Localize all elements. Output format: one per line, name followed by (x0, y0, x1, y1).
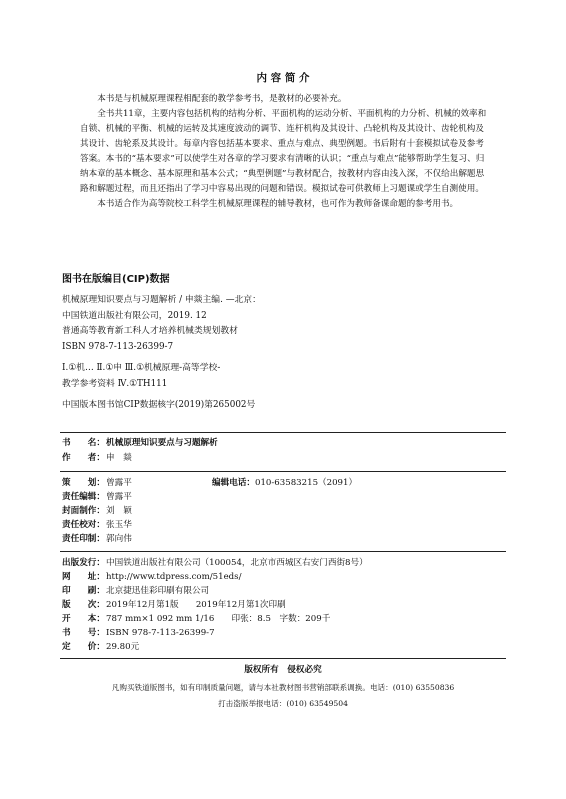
phone-value: 010-63583215（2091） (254, 478, 358, 488)
isbn-row (62, 627, 215, 639)
isbn-label: 书 号： (62, 628, 105, 638)
cover-value: 刘 颖 (106, 506, 132, 516)
phone-row (212, 477, 357, 489)
editor-label: 责任编辑： (62, 492, 105, 502)
proof-row (62, 519, 132, 531)
book-author-label: 作 者： (62, 453, 105, 463)
divider-top (60, 432, 506, 433)
editor-row (62, 491, 132, 503)
piracy-hotline: 打击盗版举报电话：(010) 63549504 (218, 699, 348, 708)
editor-value: 曾露平 (106, 492, 132, 502)
book-title-label: 书 名： (62, 438, 105, 448)
format-label: 开 本： (62, 614, 105, 624)
edition-value: 2019年12月第1版 2019年12月第1次印刷 (106, 600, 286, 610)
cip-line-5: Ⅰ.①机… Ⅱ.①申 Ⅲ.①机械原理-高等学校- (62, 363, 221, 373)
book-title-value: 机械原理知识要点与习题解析 (106, 438, 218, 448)
planner-label: 策 划： (62, 478, 105, 488)
price-label: 定 价： (62, 642, 105, 652)
divider-publish (60, 551, 506, 552)
cip-line-6: 教学参考资料 Ⅳ.①TH111 (62, 378, 168, 389)
intro-paragraph-1: 本书是与机械原理课程相配套的教学参考书，是教材的必要补充。 (97, 94, 347, 104)
cip-line-2: 中国铁道出版社有限公司，2019. 12 (62, 310, 207, 321)
printer-label: 印 刷： (62, 586, 105, 596)
cip-line-1: 机械原理知识要点与习题解析 / 申燚主编. —北京： (62, 295, 261, 305)
cover-row (62, 505, 132, 517)
intro-paragraph-2: 全书共11章，主要内容包括机构的结构分析、平面机构的运动分析、平面机构的力分析、机械的效率和自锁、机械的平衡、机械的运转及其速度波动的调节、连杆机构及其设计、凸轮机构及其设计、齿轮机构及其设计、齿轮系及其设计。每章内容包括基本要求、重点与难点、典型例题。书后附有十套模拟试卷及参考答案。本书的“基本要求”可以使学生对各章的学习要求有清晰的认识；“重点与难点”能够帮助学生复习、归纳本章的基本概念、基本原理和基本公式；“典型例题”与教材配合，按教材内容由浅入深，不仅给出解题思路和解题过程，而且还指出了学习中容易出现的问题和错误。模拟试卷可供教师上习题课或学生自测使用。 (80, 109, 487, 194)
cip-heading: 图书在版编目(CIP)数据 (62, 274, 170, 285)
website-row (62, 571, 241, 583)
intro-body (80, 92, 488, 212)
edition-label: 版 次： (62, 600, 105, 610)
printer-value: 北京捷迅佳彩印刷有限公司 (106, 586, 210, 596)
price-row (62, 641, 139, 653)
website-label: 网 址： (62, 572, 105, 582)
printer-row (62, 585, 209, 597)
print-label: 责任印制： (62, 534, 105, 544)
intro-paragraph-3: 本书适合作为高等院校工科学生机械原理课程的辅导教材，也可作为教师备课命题的参考用书。 (97, 199, 459, 209)
isbn-value: ISBN 978-7-113-26399-7 (106, 628, 215, 638)
copyright-notice: 版权所有 侵权必究 (244, 665, 322, 675)
website-value: http://www.tdpress.com/51eds/ (106, 572, 242, 582)
divider-staff (60, 471, 506, 472)
cover-label: 封面制作： (62, 506, 105, 516)
book-author-row (62, 452, 132, 464)
quality-notice: 凡购买铁道版图书，如有印制质量问题，请与本社教材图书营销部联系调换。电话：(010) 63550836 (111, 683, 455, 692)
price-value: 29.80元 (106, 642, 140, 652)
intro-title: 内 容 简 介 (256, 72, 310, 84)
divider-footer (60, 658, 506, 659)
publisher-label: 出版发行： (62, 558, 105, 568)
cip-line-3: 普通高等教育新工科人才培养机械类规划教材 (62, 326, 238, 336)
cip-line-4: ISBN 978-7-113-26399-7 (62, 341, 174, 352)
book-title-row (62, 437, 218, 449)
edition-row (62, 599, 286, 611)
cip-data-block (62, 293, 502, 414)
proof-value: 张玉华 (106, 520, 132, 530)
planner-row (62, 477, 132, 489)
cip-line-7: 中国版本图书馆CIP数据核字(2019)第265002号 (62, 400, 256, 410)
book-author-value: 申 燚 (106, 453, 132, 463)
print-value: 郭向伟 (106, 534, 132, 544)
format-row (62, 613, 330, 625)
format-value: 787 mm×1 092 mm 1/16 印张：8.5 字数：209千 (106, 614, 331, 624)
print-row (62, 533, 132, 545)
publisher-row (62, 557, 368, 569)
phone-label: 编辑电话： (212, 478, 255, 488)
proof-label: 责任校对： (62, 520, 105, 530)
planner-value: 曾露平 (106, 478, 132, 488)
publisher-value: 中国铁道出版社有限公司（100054，北京市西城区右安门西街8号） (106, 558, 368, 568)
